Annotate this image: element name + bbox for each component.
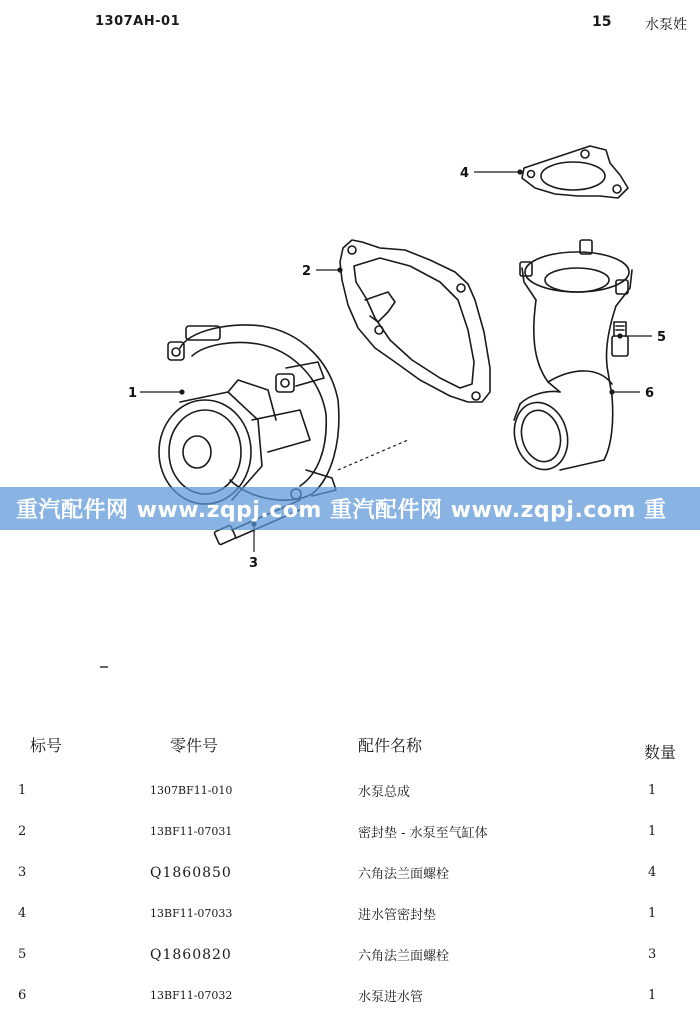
callout-1: 1 (128, 386, 138, 401)
row-part-number: Q1860850 (150, 864, 232, 881)
table-row (0, 811, 700, 852)
header-part-number: 零件号 (170, 735, 219, 755)
pump-gasket-drawing (340, 240, 490, 402)
table-row (0, 975, 700, 1016)
callout-3: 3 (249, 556, 259, 571)
callout-5: 5 (657, 330, 667, 345)
header-no: 标号 (30, 735, 63, 755)
row-no: 2 (18, 824, 27, 839)
water-pump-assembly-drawing (159, 325, 339, 504)
row-name: 水泵总成 (358, 785, 411, 800)
callout-4: 4 (460, 166, 470, 181)
parts-table (0, 718, 700, 1016)
page-number: 15 (592, 14, 612, 30)
row-no: 4 (18, 906, 27, 921)
row-qty: 1 (648, 824, 657, 839)
table-row (0, 770, 700, 811)
row-qty: 3 (648, 947, 657, 962)
table-row (0, 934, 700, 975)
flange-bolt-5-drawing (612, 322, 628, 356)
row-name: 水泵进水管 (358, 990, 424, 1005)
header-qty: 数量 (644, 742, 677, 762)
table-row (0, 893, 700, 934)
row-name: 六角法兰面螺栓 (358, 867, 450, 882)
row-qty: 1 (648, 783, 657, 798)
row-qty: 4 (648, 865, 657, 880)
row-name: 密封垫 - 水泵至气缸体 (358, 826, 488, 841)
row-no: 5 (18, 947, 27, 962)
row-part-number: 13BF11-07032 (150, 989, 233, 1002)
page-title: 水泵姓 (645, 17, 687, 33)
callout-2: 2 (302, 264, 312, 279)
row-part-number: 13BF11-07031 (150, 825, 233, 838)
row-no: 3 (18, 865, 27, 880)
row-part-number: 1307BF11-010 (150, 784, 233, 797)
header-name: 配件名称 (358, 735, 423, 755)
scan-mark (100, 666, 108, 668)
row-qty: 1 (648, 988, 657, 1003)
row-part-number: 13BF11-07033 (150, 907, 233, 920)
row-name: 进水管密封垫 (358, 908, 437, 923)
watermark-text: 重汽配件网 www.zqpj.com 重汽配件网 www.zqpj.com 重 (16, 498, 667, 523)
diagram-code: 1307AH-01 (95, 14, 181, 29)
inlet-pipe-drawing (507, 240, 632, 476)
watermark-banner (0, 487, 700, 530)
inlet-pipe-gasket-drawing (522, 146, 628, 198)
row-qty: 1 (648, 906, 657, 921)
callout-6: 6 (645, 386, 655, 401)
row-name: 六角法兰面螺栓 (358, 949, 450, 964)
row-no: 1 (18, 783, 27, 798)
table-row (0, 852, 700, 893)
row-part-number: Q1860820 (150, 946, 232, 963)
table-header-row (0, 718, 700, 770)
row-no: 6 (18, 988, 27, 1003)
